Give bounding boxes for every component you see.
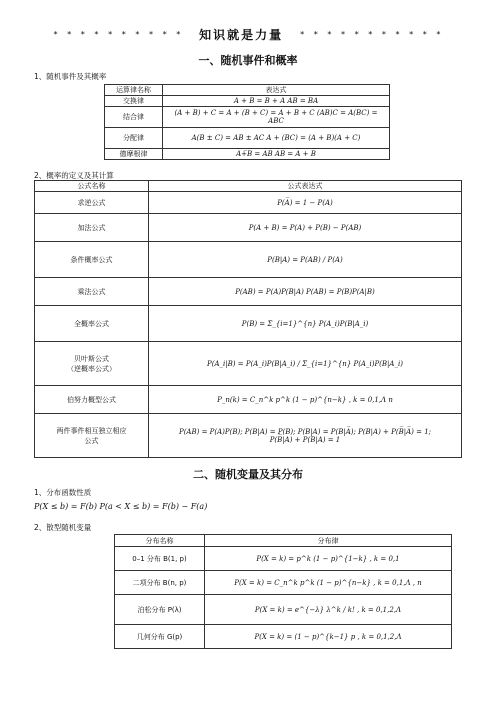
law-name: 德摩根律 — [105, 149, 163, 160]
formula-name: 条件概率公式 — [35, 242, 149, 278]
table-header-cell: 公式名称 — [35, 181, 149, 192]
table-row — [35, 386, 462, 414]
formula-expression: P(AB) = P(A)P(B); P(B|A) = P(B); P(B|A) = P(B|A̅); P(B|A) + P(B̅|A̅) = 1; P(B̅|A) + P(B|A) = 1 — [149, 414, 462, 458]
distribution-name: 几何分布 G(p) — [115, 625, 205, 649]
law-expression: A̅+̅B̅ = A̅B̅ A̅B̅ = A̅ + B̅ — [163, 149, 390, 160]
section2-sub2: 2、散型随机变量 — [34, 523, 92, 532]
formula-name: 两件事件相互独立相应 公式 — [35, 414, 149, 458]
table-header-cell: 运算律名称 — [105, 85, 163, 96]
table-header-cell: 表达式 — [163, 85, 390, 96]
law-expression: (A + B) + C = A + (B + C) = A + B + C (AB)C = A(BC) = ABC — [163, 107, 390, 128]
table-row — [35, 192, 462, 214]
formula-name: 乘法公式 — [35, 278, 149, 306]
table-row — [115, 571, 452, 595]
table-header-cell: 分布律 — [205, 535, 452, 547]
distribution-function-formula: P(X ≤ b) = F(b) P(a < X ≤ b) = F(b) − F(a) — [34, 502, 208, 511]
operation-laws-table — [104, 84, 390, 160]
formula-name: 贝叶斯公式 （逆概率公式） — [35, 342, 149, 386]
table-header-row — [105, 85, 390, 96]
table-row — [35, 278, 462, 306]
formula-name: 求逆公式 — [35, 192, 149, 214]
formula-name: 全概率公式 — [35, 306, 149, 342]
table-header-row — [115, 535, 452, 547]
distribution-law: P(X = k) = p^k (1 − p)^{1−k} , k = 0,1 — [205, 547, 452, 571]
distribution-name: 0–1 分布 B(1, p) — [115, 547, 205, 571]
table-row — [115, 625, 452, 649]
table-row — [35, 342, 462, 386]
formula-expression: P(A + B) = P(A) + P(B) − P(AB) — [149, 214, 462, 242]
law-name: 分配律 — [105, 128, 163, 149]
formula-expression: P(A̅) = 1 − P(A) — [149, 192, 462, 214]
page-header — [0, 26, 496, 43]
distribution-name: 二项分布 B(n, p) — [115, 571, 205, 595]
section2-sub1: 1、分布函数性质 — [34, 488, 92, 497]
formula-name: 加法公式 — [35, 214, 149, 242]
law-expression: A + B = B + A AB = BA — [163, 96, 390, 107]
formula-expression: P(B|A) = P(AB) / P(A) — [149, 242, 462, 278]
distribution-name: 泊松分布 P(λ) — [115, 595, 205, 625]
table-row — [35, 306, 462, 342]
distribution-law: P(X = k) = (1 − p)^{k−1} p , k = 0,1,2,Λ — [205, 625, 452, 649]
distribution-law: P(X = k) = C_n^k p^k (1 − p)^{n−k} , k = 0,1,Λ , n — [205, 571, 452, 595]
table-row — [35, 214, 462, 242]
section2-title: 二、随机变量及其分布 — [193, 468, 303, 481]
table-header-cell: 公式表达式 — [149, 181, 462, 192]
law-expression: A(B ± C) = AB ± AC A + (BC) = (A + B)(A + C) — [163, 128, 390, 149]
law-name: 交换律 — [105, 96, 163, 107]
discrete-distributions-table — [114, 534, 452, 649]
formula-expression: P(AB) = P(A)P(B|A) P(AB) = P(B)P(A|B) — [149, 278, 462, 306]
law-name: 结合律 — [105, 107, 163, 128]
formula-name: 伯努力概型公式 — [35, 386, 149, 414]
table-header-cell: 分布名称 — [115, 535, 205, 547]
formula-expression: P_n(k) = C_n^k p^k (1 − p)^{n−k} , k = 0,1,Λ n — [149, 386, 462, 414]
table-row — [105, 107, 390, 128]
table-row — [35, 242, 462, 278]
table-row — [105, 149, 390, 160]
probability-formulas-table — [34, 180, 462, 458]
table-row — [105, 128, 390, 149]
section1-sub2: 2、概率的定义及其计算 — [34, 171, 114, 180]
table-row — [115, 595, 452, 625]
table-header-row — [35, 181, 462, 192]
table-row — [115, 547, 452, 571]
formula-expression: P(B) = Σ_{i=1}^{n} P(A_i)P(B|A_i) — [149, 306, 462, 342]
header-stars-right: * * * * * * * * * * * — [299, 30, 443, 39]
section1-title: 一、随机事件和概率 — [198, 54, 298, 67]
table-row — [105, 96, 390, 107]
header-title: 知识就是力量 — [199, 28, 284, 42]
section1-sub1: 1、随机事件及其概率 — [34, 72, 107, 81]
header-stars-left: * * * * * * * * * * — [53, 30, 183, 39]
distribution-law: P(X = k) = e^{−λ} λ^k / k! , k = 0,1,2,Λ — [205, 595, 452, 625]
table-row — [35, 414, 462, 458]
formula-expression: P(A_i|B) = P(A_i)P(B|A_i) / Σ_{i=1}^{n} P(A_i)P(B|A_i) — [149, 342, 462, 386]
